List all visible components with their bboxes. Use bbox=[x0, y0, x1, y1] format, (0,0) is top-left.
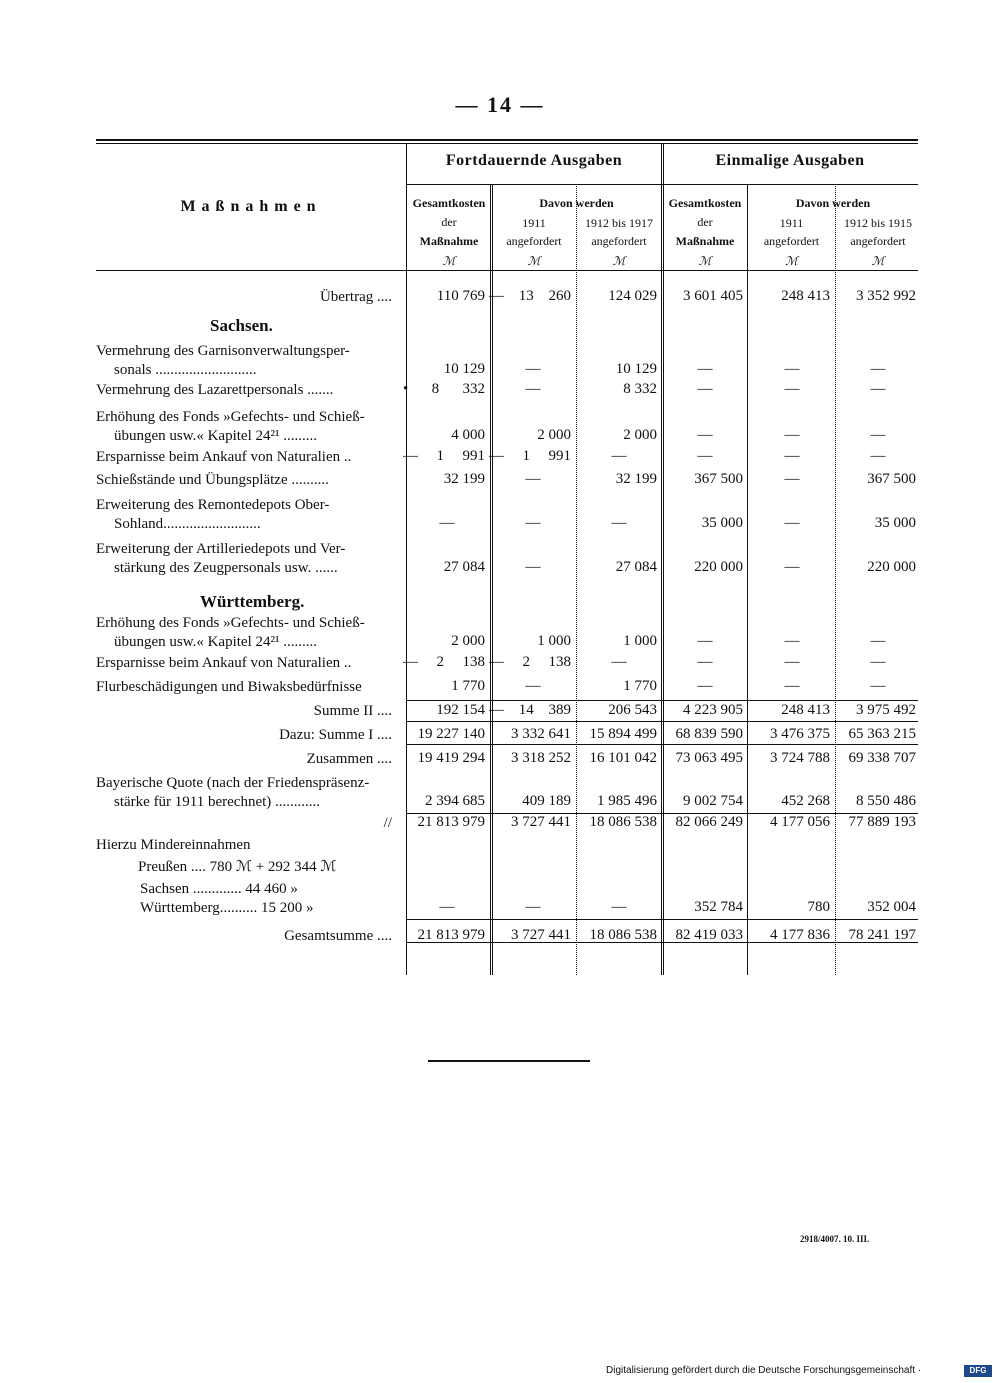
cell-value: 16 101 042 bbox=[589, 750, 657, 766]
header-fortdauernde-ausgaben: Fortdauernde Ausgaben bbox=[445, 152, 623, 169]
cell-value: — bbox=[870, 678, 886, 694]
row-label bbox=[96, 654, 392, 673]
cell-value: — bbox=[525, 515, 541, 531]
cell-value: 18 086 538 bbox=[589, 814, 657, 830]
cell-value: 192 154 bbox=[436, 702, 485, 718]
cell-value: 124 029 bbox=[608, 288, 657, 304]
summe-i-rule bbox=[406, 721, 918, 722]
cell-value: — bbox=[525, 381, 541, 397]
cell-value: • 8 332 bbox=[403, 381, 485, 397]
header-e-1912-1915 bbox=[836, 214, 920, 250]
cell-value: 248 413 bbox=[781, 288, 830, 304]
row-label bbox=[96, 702, 392, 721]
cell-value: 2 000 bbox=[623, 427, 657, 443]
cell-value: 1 000 bbox=[623, 633, 657, 649]
cell-value: 4 000 bbox=[451, 427, 485, 443]
header-e-1911-year: 1911 bbox=[779, 216, 804, 230]
row-label-continuation: sonals ........................... bbox=[114, 362, 257, 378]
cell-value: 9 002 754 bbox=[683, 793, 743, 809]
cell-value: 3 352 992 bbox=[856, 288, 916, 304]
row-label bbox=[96, 471, 392, 490]
header-massnahmen: Maßnahmen bbox=[180, 198, 322, 215]
unit-col-3: ℳ bbox=[612, 254, 626, 268]
cell-value: 8 550 486 bbox=[856, 793, 916, 809]
cell-value: 780 bbox=[807, 899, 830, 915]
cell-value: — 1 991 bbox=[403, 448, 485, 464]
header-f-gesamtkosten bbox=[406, 194, 492, 251]
row-label bbox=[96, 678, 392, 697]
header-e-1911 bbox=[748, 214, 835, 250]
section-heading: Sachsen. bbox=[210, 316, 273, 335]
cell-value: — 2 138 bbox=[489, 654, 571, 670]
header-e-1912-1915-years: 1912 bis 1915 bbox=[843, 216, 912, 230]
cell-value: 78 241 197 bbox=[848, 927, 916, 943]
cell-value: 73 063 495 bbox=[675, 750, 743, 766]
cell-value: 4 223 905 bbox=[683, 702, 743, 718]
unit-col-4: ℳ bbox=[698, 254, 712, 268]
cell-value: — bbox=[697, 361, 713, 377]
cell-value: 3 318 252 bbox=[511, 750, 571, 766]
digitization-credit: Digitalisierung gefördert durch die Deutsche Forschungsgemeinschaft · bbox=[606, 1365, 922, 1376]
row-label-continuation: stärke für 1911 berechnet) ............ bbox=[114, 794, 321, 810]
row-label-continuation: stärkung des Zeugpersonals usw. ...... bbox=[114, 560, 338, 576]
cell-value: — 2 138 bbox=[403, 654, 485, 670]
header-e-1911-angefordert: angefordert bbox=[763, 234, 820, 248]
unit-col-2: ℳ bbox=[527, 254, 541, 268]
cell-value: — bbox=[784, 633, 800, 649]
row-label bbox=[96, 750, 392, 769]
cell-value: — bbox=[697, 427, 713, 443]
header-f-1912-1917-angefordert: angefordert bbox=[591, 234, 647, 248]
row-label-line: Württemberg.......... 15 200 » bbox=[140, 900, 314, 916]
print-reference: 2918/4007. 10. III. bbox=[800, 1234, 870, 1244]
cell-value: 1 770 bbox=[623, 678, 657, 694]
wuerttemberg-rule bbox=[406, 919, 918, 920]
cell-value: 82 419 033 bbox=[675, 927, 743, 943]
cell-value: — bbox=[525, 471, 541, 487]
cell-value: — bbox=[525, 678, 541, 694]
cell-value: 352 004 bbox=[867, 899, 916, 915]
row-label-line: Zusammen .... bbox=[306, 751, 392, 767]
cell-value: 21 813 979 bbox=[417, 927, 485, 943]
unit-col-5: ℳ bbox=[785, 254, 798, 268]
row-label-line: Flurbeschädigungen und Biwaksbedürfnisse bbox=[96, 679, 362, 695]
cell-value: 3 476 375 bbox=[770, 726, 830, 742]
cell-value: 32 199 bbox=[443, 471, 485, 487]
header-e-gesamtkosten-line1: Gesamtkosten bbox=[668, 196, 742, 210]
row-label bbox=[96, 836, 392, 855]
row-label-line: Hierzu Mindereinnahmen bbox=[96, 837, 251, 853]
cell-value: — bbox=[784, 448, 800, 464]
summe-ii-rule bbox=[406, 700, 918, 701]
header-bottom-rule bbox=[96, 270, 918, 271]
cell-value: — bbox=[784, 678, 800, 694]
row-label bbox=[96, 880, 392, 899]
cell-value: 18 086 538 bbox=[589, 927, 657, 943]
cell-value: 1 770 bbox=[451, 678, 485, 694]
cell-value: — bbox=[870, 448, 886, 464]
header-f-gesamtkosten-line1: Gesamtkosten bbox=[412, 196, 486, 210]
cell-value: — bbox=[784, 471, 800, 487]
cell-value: 367 500 bbox=[867, 471, 916, 487]
cell-value: 27 084 bbox=[615, 559, 657, 575]
row-label-line: Erweiterung der Artilleriedepots und Ver- bbox=[96, 541, 346, 557]
row-label-line: // bbox=[383, 815, 392, 831]
cell-value: — bbox=[611, 899, 627, 915]
cell-value: — bbox=[784, 427, 800, 443]
row-label bbox=[96, 899, 392, 918]
row-label bbox=[96, 342, 392, 380]
cell-value: — 13 260 bbox=[489, 288, 571, 304]
row-label-line: Vermehrung des Lazarettpersonals ....... bbox=[96, 382, 334, 398]
cell-value: 4 177 836 bbox=[770, 927, 830, 943]
cell-value: 19 227 140 bbox=[417, 726, 485, 742]
header-f-1911-year: 1911 bbox=[522, 216, 546, 230]
row-label bbox=[96, 927, 392, 946]
cell-value: 65 363 215 bbox=[848, 726, 916, 742]
cell-value: 10 129 bbox=[615, 361, 657, 377]
header-f-1912-1917-years: 1912 bis 1917 bbox=[584, 216, 653, 230]
cell-value: — bbox=[525, 559, 541, 575]
row-label bbox=[96, 614, 392, 652]
cell-value: — bbox=[525, 899, 541, 915]
cell-value: 21 813 979 bbox=[417, 814, 485, 830]
row-label-line: Erhöhung des Fonds »Gefechts- und Schieß- bbox=[96, 409, 365, 425]
row-label-line: Preußen .... 780 ℳ + 292 344 ℳ bbox=[138, 859, 337, 875]
cell-value: 409 189 bbox=[522, 793, 571, 809]
row-label-line: Ersparnisse beim Ankauf von Naturalien .. bbox=[96, 449, 352, 465]
row-label bbox=[96, 408, 392, 446]
row-label bbox=[96, 814, 392, 833]
row-label bbox=[96, 774, 392, 812]
header-f-gesamtkosten-line3: Maßnahme bbox=[419, 234, 479, 248]
header-einmalige-ausgaben: Einmalige Ausgaben bbox=[715, 152, 865, 169]
row-label-line: Sachsen ............. 44 460 » bbox=[140, 881, 298, 897]
cell-value: 220 000 bbox=[694, 559, 743, 575]
cell-value: — bbox=[697, 448, 713, 464]
header-e-gesamtkosten bbox=[662, 194, 748, 251]
header-e-gesamtkosten-line2: der bbox=[697, 215, 713, 229]
row-label-line: Bayerische Quote (nach der Friedenspräsenz- bbox=[96, 775, 370, 791]
cell-value: 15 894 499 bbox=[589, 726, 657, 742]
cell-value: — bbox=[611, 515, 627, 531]
cell-value: 3 332 641 bbox=[511, 726, 571, 742]
cell-value: — bbox=[784, 381, 800, 397]
cell-value: — bbox=[784, 361, 800, 377]
section-heading: Württemberg. bbox=[200, 592, 305, 611]
header-f-gesamtkosten-line2: der bbox=[441, 215, 457, 229]
cell-value: 3 727 441 bbox=[511, 927, 571, 943]
cell-value: 35 000 bbox=[874, 515, 916, 531]
row-label-line: Dazu: Summe I .... bbox=[279, 727, 392, 743]
cell-value: 2 394 685 bbox=[425, 793, 485, 809]
cell-value: 27 084 bbox=[443, 559, 485, 575]
cell-value: 3 975 492 bbox=[856, 702, 916, 718]
row-label-line: Übertrag .... bbox=[319, 289, 392, 305]
cell-value: — bbox=[697, 381, 713, 397]
cell-value: 35 000 bbox=[701, 515, 743, 531]
cell-value: — bbox=[697, 654, 713, 670]
cell-value: 206 543 bbox=[608, 702, 657, 718]
cell-value: 1 985 496 bbox=[597, 793, 657, 809]
header-f-1911-angefordert: angefordert bbox=[506, 234, 562, 248]
cell-value: 220 000 bbox=[867, 559, 916, 575]
row-label bbox=[96, 381, 392, 400]
cell-value: 110 769 bbox=[436, 288, 485, 304]
cell-value: 2 000 bbox=[537, 427, 571, 443]
cell-value: — bbox=[611, 654, 627, 670]
cell-value: — bbox=[525, 361, 541, 377]
row-label-continuation: Sohland.......................... bbox=[114, 516, 261, 532]
cell-value: — bbox=[439, 899, 455, 915]
unit-col-1: ℳ bbox=[442, 254, 456, 268]
cell-value: — bbox=[784, 559, 800, 575]
cell-value: 452 268 bbox=[781, 793, 830, 809]
cell-value: 69 338 707 bbox=[848, 750, 916, 766]
header-f-1911 bbox=[492, 214, 576, 250]
cell-value: 248 413 bbox=[781, 702, 830, 718]
cell-value: — bbox=[870, 654, 886, 670]
cell-value: 2 000 bbox=[451, 633, 485, 649]
row-label-line: Gesamtsumme .... bbox=[284, 928, 392, 944]
cell-value: — bbox=[870, 361, 886, 377]
cell-value: 77 889 193 bbox=[848, 814, 916, 830]
row-label-line: Erweiterung des Remontedepots Ober- bbox=[96, 497, 330, 513]
row-label-continuation: übungen usw.« Kapitel 24²¹ ......... bbox=[114, 428, 317, 444]
cell-value: 82 066 249 bbox=[675, 814, 743, 830]
row-label-line: Ersparnisse beim Ankauf von Naturalien .. bbox=[96, 655, 352, 671]
cell-value: 19 419 294 bbox=[417, 750, 485, 766]
row-label-continuation: übungen usw.« Kapitel 24²¹ ......... bbox=[114, 634, 317, 650]
row-label-line: Summe II .... bbox=[313, 703, 392, 719]
cell-value: — 1 991 bbox=[489, 448, 571, 464]
page-number: — 14 — bbox=[455, 92, 545, 117]
table-top-rule bbox=[96, 139, 918, 141]
header-e-1912-1915-angefordert: angefordert bbox=[850, 234, 906, 248]
cell-value: 3 727 441 bbox=[511, 814, 571, 830]
cell-value: 68 839 590 bbox=[675, 726, 743, 742]
header-f-davon-werden: Davon werden bbox=[539, 196, 614, 210]
cell-value: 32 199 bbox=[615, 471, 657, 487]
row-label bbox=[96, 540, 392, 578]
cell-value: — bbox=[697, 633, 713, 649]
header-f-1912-1917 bbox=[577, 214, 661, 250]
row-label-line: Erhöhung des Fonds »Gefechts- und Schieß- bbox=[96, 615, 365, 631]
row-label-line: Vermehrung des Garnisonverwaltungsper- bbox=[96, 343, 350, 359]
cell-value: — bbox=[784, 654, 800, 670]
header-e-davon-werden: Davon werden bbox=[795, 196, 871, 210]
end-rule bbox=[428, 1060, 590, 1062]
row-label bbox=[96, 448, 392, 467]
cell-value: — bbox=[784, 515, 800, 531]
cell-value: 352 784 bbox=[694, 899, 743, 915]
row-label-line: Schießstände und Übungsplätze .......... bbox=[96, 472, 329, 488]
cell-value: — bbox=[439, 515, 455, 531]
cell-value: 3 601 405 bbox=[683, 288, 743, 304]
cell-value: 10 129 bbox=[443, 361, 485, 377]
row-label bbox=[96, 726, 392, 745]
dfg-logo: DFG bbox=[964, 1365, 992, 1377]
cell-value: 3 724 788 bbox=[770, 750, 830, 766]
cell-value: — bbox=[611, 448, 627, 464]
row-label bbox=[96, 858, 392, 877]
cell-value: 8 332 bbox=[623, 381, 657, 397]
zusammen-rule bbox=[406, 744, 918, 745]
unit-col-6: ℳ bbox=[871, 254, 885, 268]
row-label bbox=[96, 496, 392, 534]
table-top-rule-thin bbox=[96, 143, 918, 144]
cell-value: — 14 389 bbox=[489, 702, 571, 718]
cell-value: 4 177 056 bbox=[770, 814, 830, 830]
header-e-gesamtkosten-line3: Maßnahme bbox=[675, 234, 735, 248]
cell-value: 367 500 bbox=[694, 471, 743, 487]
row-label bbox=[96, 288, 392, 307]
cell-value: — bbox=[870, 633, 886, 649]
cell-value: — bbox=[870, 427, 886, 443]
cell-value: — bbox=[870, 381, 886, 397]
cell-value: 1 000 bbox=[537, 633, 571, 649]
cell-value: — bbox=[697, 678, 713, 694]
